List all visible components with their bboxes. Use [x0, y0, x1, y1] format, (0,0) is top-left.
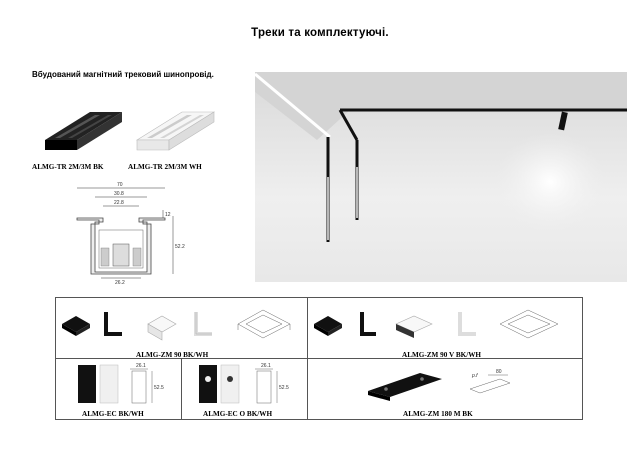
cap-width-dim: 26.1 — [136, 363, 146, 369]
cap-o-height-dim: 52.5 — [279, 385, 289, 391]
end-cap-o-images — [185, 361, 303, 409]
section-subtitle: Вбудований магнітний трековий шинопровід. — [32, 70, 214, 79]
grid-divider-v2 — [181, 358, 182, 419]
dim-width-mid: 30.8 — [114, 191, 124, 197]
interior-photo — [255, 72, 627, 282]
profile-drawing — [65, 178, 190, 286]
end-cap-caption: ALMG-EC BK/WH — [82, 410, 144, 418]
corner-90v-images — [310, 302, 580, 350]
page-title: Треки та комплектуючі. — [251, 27, 389, 39]
dim-bottom: 26.2 — [115, 280, 125, 286]
track-white-caption: ALMG-TR 2M/3M WH — [128, 163, 202, 171]
end-cap-images — [60, 361, 178, 409]
corner-90v-caption: ALMG-ZM 90 V BK/WH — [402, 351, 481, 359]
track-black-image — [40, 100, 130, 155]
connector-180-caption: ALMG-ZM 180 M BK — [403, 410, 473, 418]
dim-width-inner: 22.8 — [114, 200, 124, 206]
track-black-caption: ALMG-TR 2M/3M BK — [32, 163, 104, 171]
dim-flange: 12 — [165, 212, 171, 218]
conn-mark-dim: p.f — [472, 373, 478, 379]
track-white-image — [132, 100, 222, 155]
corner-90-images — [58, 302, 303, 350]
dim-height: 52.2 — [175, 244, 185, 250]
grid-divider-v — [307, 298, 308, 419]
grid-divider-h — [56, 358, 582, 359]
cap-o-width-dim: 26.1 — [261, 363, 271, 369]
dim-width-total: 70 — [117, 182, 123, 188]
connector-180-images — [360, 361, 520, 409]
end-cap-o-caption: ALMG-EC O BK/WH — [203, 410, 273, 418]
corner-90-caption: ALMG-ZM 90 BK/WH — [136, 351, 209, 359]
conn-length-dim: 80 — [496, 369, 502, 375]
cap-height-dim: 52.5 — [154, 385, 164, 391]
